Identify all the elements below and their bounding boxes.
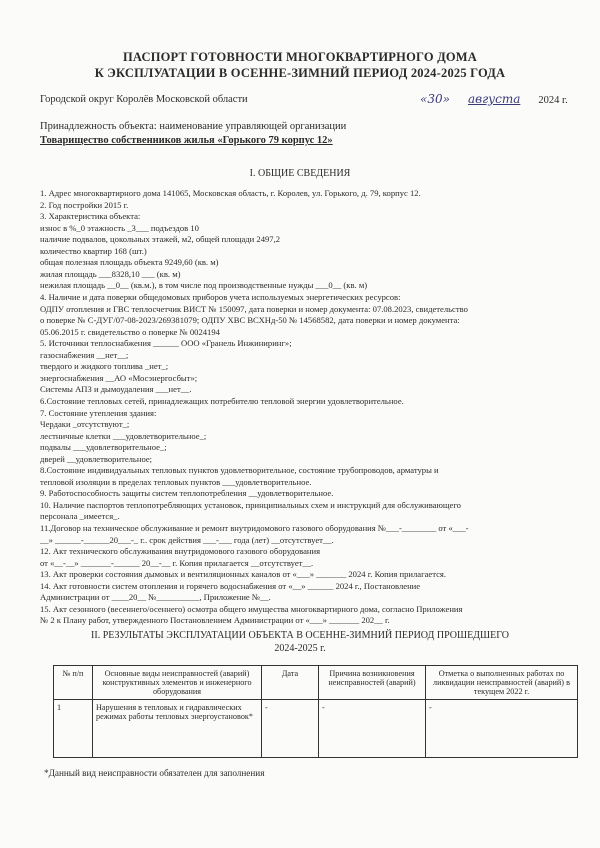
- row-number: 1: [54, 700, 93, 758]
- region-text: Городской округ Королёв Московской области: [40, 94, 248, 105]
- document-date: [420, 90, 568, 108]
- info-line: 14. Акт готовности систем отопления и горячего водоснабжения от «__» ______ 2024 г., Постановление: [40, 580, 421, 591]
- section2-title-line2: 2024-2025 г.: [274, 643, 326, 654]
- operation-results-table: [53, 665, 578, 758]
- info-line: 13. Акт проверки состояния дымовых и вентиляционных каналов от «___» _______ 2024 г. Копия прилагается.: [40, 569, 446, 580]
- row-cause: -: [319, 700, 426, 758]
- row-repairs: -: [426, 700, 578, 758]
- row-date: -: [262, 700, 319, 758]
- info-line: о поверке № С-ДУГ/07-08-2023/269381079; ОДПУ ХВС ВСХНд-50 № 14568582, дата поверки и номер документа:: [40, 315, 460, 326]
- info-line: Чердаки _отсутствуют_;: [40, 419, 130, 429]
- col-number-header: № п/п: [54, 666, 93, 700]
- info-line: от «__-__» _______-______ 20__-__ г. Копия прилагается __отсутствует__.: [40, 557, 314, 568]
- info-line: 1. Адрес многоквартирного дома 141065, Московская область, г. Королев, ул. Горького, д. 79, корпус 12.: [40, 188, 421, 198]
- owner-name: Товарищество собственников жилья «Горького 79 корпус 12»: [40, 135, 333, 146]
- info-line: Администрации от ____20__ №__________, Приложение №__.: [40, 592, 271, 603]
- col-cause-header: Причина возникновения неисправностей (аварий): [319, 666, 426, 700]
- info-line: 15. Акт сезонного (весеннего/осеннего) осмотра общего имущества многоквартирного дома, согласно Приложения: [40, 603, 463, 614]
- info-line: 8.Состояние индивидуальных тепловых пунктов удовлетворительное, состояние трубопроводов, арматуры и: [40, 465, 439, 476]
- date-day: «30»: [420, 92, 450, 106]
- document-title-line1: ПАСПОРТ ГОТОВНОСТИ МНОГОКВАРТИРНОГО ДОМА: [122, 50, 478, 64]
- footnote: *Данный вид неисправности обязателен для заполнения: [44, 768, 265, 778]
- info-line: 11.Договор на техническое обслуживание и ремонт внутридомового газового оборудования №___-________ от «___-: [40, 523, 469, 533]
- info-line: энергоснабжения __АО «Мосэнергосбыт»;: [40, 372, 198, 383]
- table-row: [54, 700, 578, 758]
- section2-title-line1: II. РЕЗУЛЬТАТЫ ЭКСПЛУАТАЦИИ ОБЪЕКТА В ОСЕННЕ-ЗИМНИЙ ПЕРИОД ПРОШЕДШЕГО: [91, 630, 509, 641]
- info-line: 3. Характеристика объекта:: [40, 211, 141, 222]
- info-line: лестничные клетки ___удовлетворительное_;: [40, 430, 207, 441]
- table-header-row: [54, 666, 578, 700]
- info-line: 9. Работоспособность защиты систем теплопотребления __удовлетворительное.: [40, 488, 334, 499]
- info-line: дверей __удовлетворительное;: [40, 453, 153, 464]
- col-date-header: Дата: [262, 666, 319, 700]
- info-line: 6.Состояние тепловых сетей, принадлежащих потребителю тепловой энергии удовлетворительное.: [40, 395, 404, 406]
- col-faults-header: Основные виды неисправностей (аварий) конструктивных элементов и инженерного оборудования: [93, 666, 262, 700]
- info-line: __» ______-______20___-_ г.. срок действия ___-___ года (лет) __отсутствует__.: [40, 534, 334, 545]
- info-line: № 2 к Плану работ, утвержденного Постановлением Администрации от «___» _______ 202__ г.: [40, 615, 390, 626]
- info-line: 12. Акт технического обслуживания внутридомового газового оборудования: [40, 546, 321, 556]
- info-line: 5. Источники теплоснабжения ______ ООО «Гранель Инжиниринг»;: [40, 338, 292, 349]
- info-line: персонала _имеется_.: [40, 511, 120, 522]
- info-line: ОДПУ отопления и ГВС теплосчетчик ВИСТ № 150097, дата поверки и номер документа: 07.08.2023, свидетельство: [40, 303, 468, 314]
- info-line: наличие подвалов, цокольных этажей, м2, общей площади 2497,2: [40, 234, 281, 245]
- info-line: 2. Год постройки 2015 г.: [40, 199, 129, 210]
- info-line: количество квартир 168 (шт.): [40, 245, 147, 256]
- info-line: нежилая площадь __0__ (кв.м.), в том числе под производственные нужды ___0__ (кв. м): [40, 280, 368, 291]
- info-line: тепловой изоляции в пределах тепловых пунктов ___удовлетворительное.: [40, 476, 312, 487]
- info-line: 10. Наличие паспортов теплопотребляющих установок, принципиальных схем и инструкций для обслуживающего: [40, 499, 461, 510]
- owner-label: Принадлежность объекта: наименование управляющей организации: [40, 121, 347, 132]
- info-line: 05.06.2015 г. свидетельство о поверке № 0024194: [40, 326, 220, 337]
- document-title-line2: К ЭКСПЛУАТАЦИИ В ОСЕННЕ-ЗИМНИЙ ПЕРИОД 2024-2025 ГОДА: [94, 66, 506, 80]
- info-line: твердого и жидкого топлива _нет_;: [40, 361, 169, 372]
- info-line: общая полезная площадь объекта 9249,60 (кв. м): [40, 257, 219, 268]
- col-repairs-header: Отметка о выполненных работах по ликвидации неисправностей (аварий) в текущем 2022 г.: [426, 666, 578, 700]
- info-line: износ в %_0 этажность _3___ подъездов 10: [40, 222, 199, 233]
- info-line: газоснабжения __нет__;: [40, 349, 129, 360]
- info-line: 4. Наличие и дата поверки общедомовых приборов учета используемых энергетических ресурсов:: [40, 291, 401, 302]
- section1-title: I. ОБЩИЕ СВЕДЕНИЯ: [249, 168, 351, 179]
- date-month: августа: [467, 92, 521, 106]
- info-line: подвалы ___удовлетворительное_;: [40, 442, 167, 453]
- info-line: Системы АПЗ и дымоудаления ___нет__.: [40, 384, 192, 395]
- info-line: 7. Состояние утепления здания:: [40, 407, 157, 418]
- info-line: жилая площадь ___8328,10 ___ (кв. м): [40, 268, 181, 279]
- row-fault: Нарушения в тепловых и гидравлических режимах работы тепловых энергоустановок*: [93, 700, 262, 758]
- date-year: 2024 г.: [538, 95, 568, 106]
